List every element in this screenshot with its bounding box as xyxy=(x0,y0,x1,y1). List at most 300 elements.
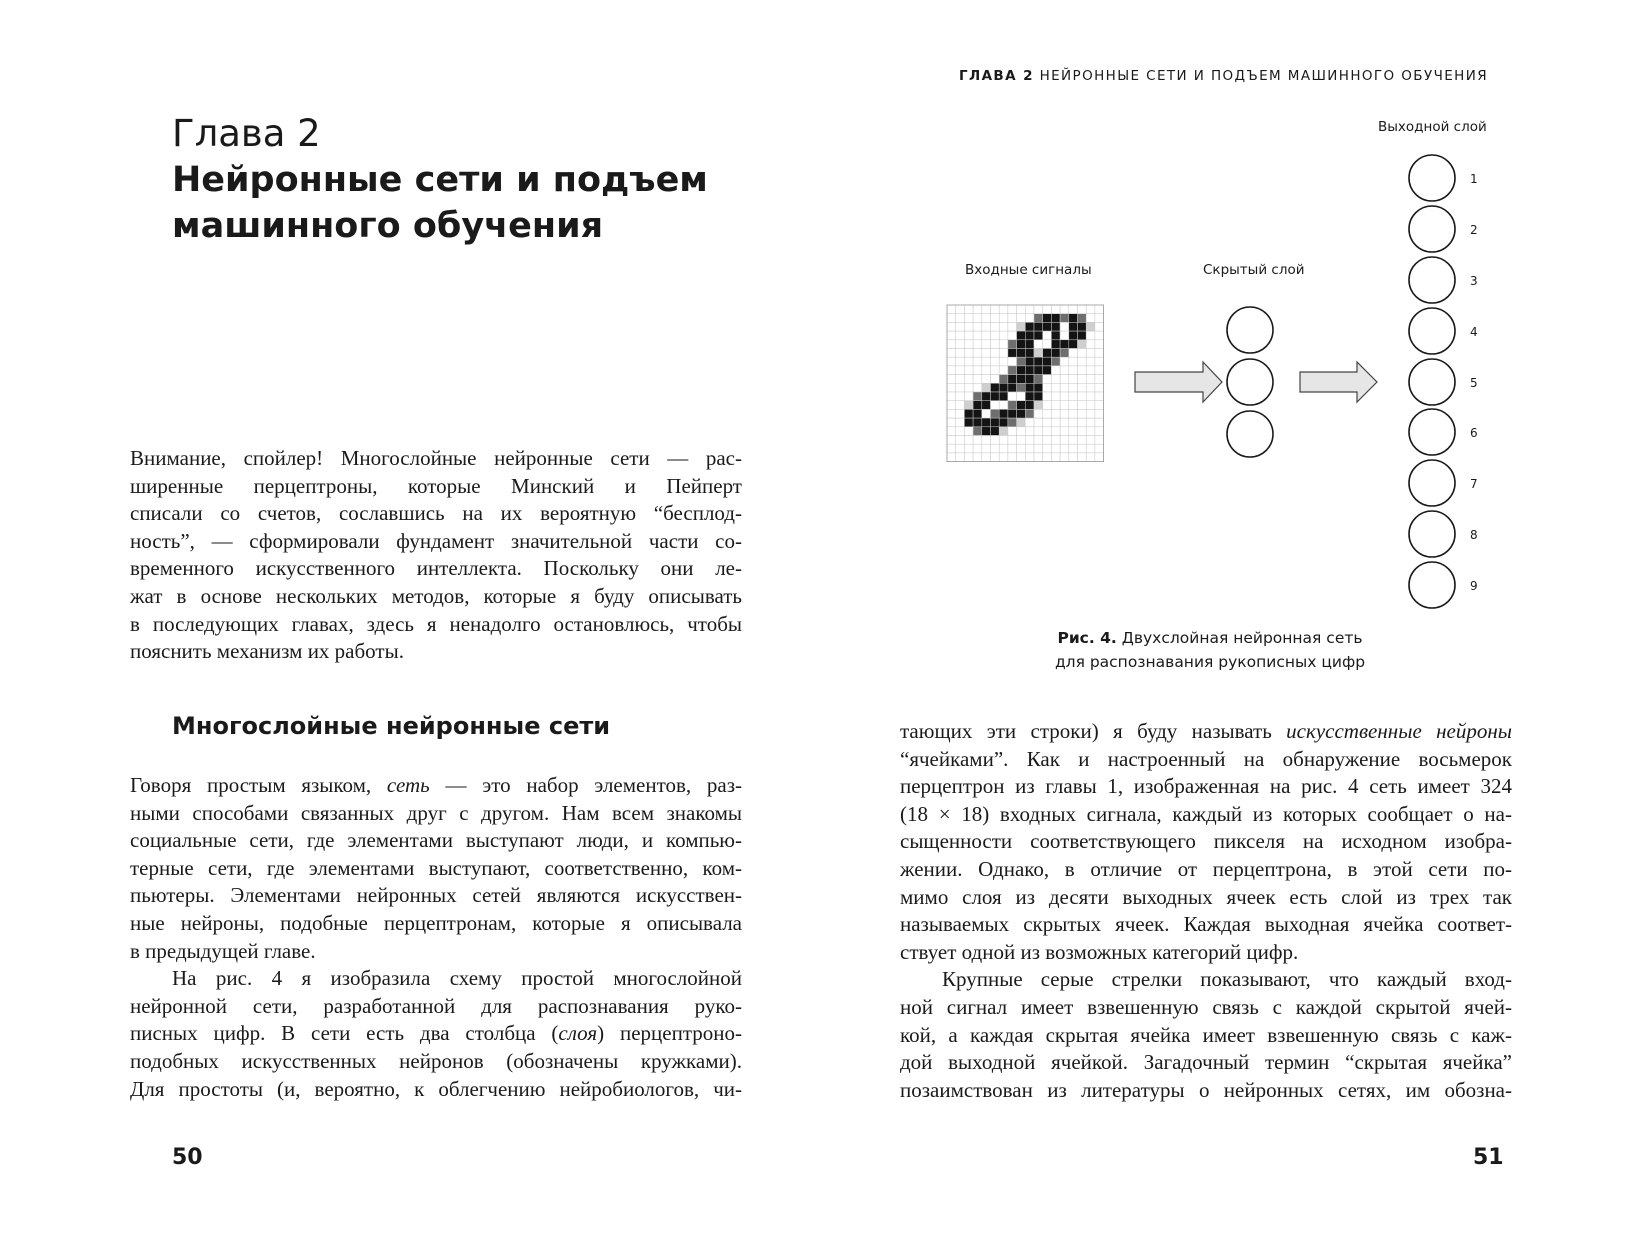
input-pixel xyxy=(947,314,956,323)
input-pixel xyxy=(1051,444,1060,453)
header-title: НЕЙРОННЫЕ СЕТИ И ПОДЪЕМ МАШИННОГО ОБУЧЕНИЯ xyxy=(1039,68,1488,84)
input-pixel xyxy=(1060,375,1069,384)
input-pixel xyxy=(982,401,991,410)
input-pixel xyxy=(1051,349,1060,358)
input-pixel xyxy=(1017,357,1026,366)
input-pixel xyxy=(1078,453,1087,462)
input-pixel xyxy=(1069,453,1078,462)
input-pixel xyxy=(1051,418,1060,427)
input-pixel xyxy=(956,375,965,384)
input-pixel xyxy=(1025,314,1034,323)
input-pixel xyxy=(964,340,973,349)
input-pixel xyxy=(991,436,1000,445)
input-pixel xyxy=(1086,453,1095,462)
input-pixel xyxy=(991,401,1000,410)
input-pixel xyxy=(982,357,991,366)
input-pixel xyxy=(1069,444,1078,453)
text-span: — это набор элементов, раз- xyxy=(429,773,742,797)
input-pixel xyxy=(964,392,973,401)
input-pixel xyxy=(1069,314,1078,323)
input-pixel xyxy=(1025,305,1034,314)
text-span: писных цифр. В сети есть два столбца ( xyxy=(130,1021,559,1046)
text-line: жат в основе нескольких методов, которые я буду описывать xyxy=(130,583,742,608)
output-neuron xyxy=(1409,409,1455,455)
input-pixel xyxy=(1095,418,1104,427)
input-pixel xyxy=(999,383,1008,392)
input-pixel xyxy=(1034,418,1043,427)
input-pixel xyxy=(956,427,965,436)
text-line: терные сети, где элементами выступают, соответственно, ком- xyxy=(130,855,742,880)
input-pixel xyxy=(1051,427,1060,436)
input-pixel xyxy=(1095,305,1104,314)
input-pixel xyxy=(982,418,991,427)
input-pixel xyxy=(999,305,1008,314)
input-pixel xyxy=(1025,331,1034,340)
input-pixel xyxy=(964,349,973,358)
input-pixel xyxy=(1043,392,1052,401)
input-pixel xyxy=(1043,322,1052,331)
input-pixel xyxy=(991,453,1000,462)
input-pixel xyxy=(1095,314,1104,323)
input-pixel xyxy=(973,366,982,375)
input-pixel xyxy=(1034,357,1043,366)
input-pixel xyxy=(1017,314,1026,323)
input-pixel xyxy=(1078,427,1087,436)
input-pixel xyxy=(1008,409,1017,418)
output-number: 1 xyxy=(1470,172,1478,186)
neural-network-diagram xyxy=(940,140,1500,620)
input-pixel xyxy=(999,314,1008,323)
input-pixel xyxy=(999,453,1008,462)
input-pixel xyxy=(973,340,982,349)
input-pixel xyxy=(1086,366,1095,375)
input-pixel xyxy=(1060,444,1069,453)
input-pixel xyxy=(982,349,991,358)
caption-figure-label: Рис. 4. xyxy=(1057,629,1117,647)
output-neuron xyxy=(1409,562,1455,608)
input-pixel xyxy=(1017,349,1026,358)
input-pixel xyxy=(999,427,1008,436)
input-pixel xyxy=(947,322,956,331)
input-pixel xyxy=(964,331,973,340)
input-pixel xyxy=(1060,409,1069,418)
input-pixel xyxy=(1008,453,1017,462)
input-pixel xyxy=(1051,331,1060,340)
input-pixel xyxy=(1078,418,1087,427)
text-line: Внимание, спойлер! Многослойные нейронные сети — рас- xyxy=(130,446,742,470)
text-line: нейронной сети, разработанной для распознавания руко- xyxy=(130,993,742,1018)
input-pixel xyxy=(982,383,991,392)
input-pixel xyxy=(999,357,1008,366)
input-pixel xyxy=(982,340,991,349)
text-line: пьютеры. Элементами нейронных сетей являются искусствен- xyxy=(130,883,742,908)
input-pixel xyxy=(991,340,1000,349)
text-line: перцептрон из главы 1, изображенная на рис. 4 сеть имеет 324 xyxy=(900,774,1512,799)
input-pixel xyxy=(1008,331,1017,340)
input-pixel xyxy=(964,383,973,392)
input-pixel xyxy=(1095,383,1104,392)
input-pixel xyxy=(947,436,956,445)
italic-term: искусственные нейроны xyxy=(1286,719,1512,743)
output-number: 7 xyxy=(1470,477,1478,491)
input-pixel xyxy=(982,305,991,314)
input-pixel xyxy=(1017,383,1026,392)
input-pixel xyxy=(1043,453,1052,462)
input-pixel xyxy=(1034,375,1043,384)
input-pixel xyxy=(947,305,956,314)
input-pixel xyxy=(999,401,1008,410)
input-pixel xyxy=(1095,453,1104,462)
input-pixel xyxy=(1008,357,1017,366)
output-number: 9 xyxy=(1470,579,1478,593)
input-pixel xyxy=(1017,392,1026,401)
input-pixel xyxy=(1034,349,1043,358)
input-pixel xyxy=(1008,427,1017,436)
input-pixel xyxy=(947,427,956,436)
input-pixel xyxy=(1060,418,1069,427)
input-pixel xyxy=(1008,401,1017,410)
text-line: Крупные серые стрелки показывают, что каждый вход- xyxy=(942,967,1512,992)
input-pixel xyxy=(1060,383,1069,392)
output-neuron xyxy=(1409,308,1455,354)
input-pixel xyxy=(973,331,982,340)
italic-term: сеть xyxy=(386,773,430,797)
input-pixel xyxy=(947,340,956,349)
input-pixel xyxy=(1017,340,1026,349)
input-pixel xyxy=(1095,349,1104,358)
input-pixel xyxy=(1069,392,1078,401)
input-pixel xyxy=(991,375,1000,384)
input-pixel xyxy=(1086,418,1095,427)
text-line: кой, а каждая скрытая ячейка имеет взвешенную связь с каж- xyxy=(900,1022,1512,1047)
text-line: мимо слоя из десяти выходных ячеек есть слой из трех так xyxy=(900,884,1512,909)
input-pixel xyxy=(956,401,965,410)
header-chapter-num: ГЛАВА 2 xyxy=(958,68,1034,84)
input-pixel xyxy=(1017,427,1026,436)
output-number: 5 xyxy=(1470,376,1478,390)
input-pixel xyxy=(1043,427,1052,436)
input-pixel xyxy=(982,444,991,453)
input-pixel xyxy=(982,436,991,445)
output-number: 4 xyxy=(1470,325,1478,339)
hidden-neuron xyxy=(1227,411,1273,457)
chapter-title xyxy=(172,157,708,249)
input-pixel xyxy=(1060,340,1069,349)
output-neuron xyxy=(1409,511,1455,557)
input-pixel xyxy=(1069,322,1078,331)
text-line: списали со счетов, сославшись на их вероятную “бесплод- xyxy=(130,501,742,526)
input-pixel xyxy=(1008,418,1017,427)
output-neuron xyxy=(1409,359,1455,405)
input-pixel xyxy=(1078,340,1087,349)
input-pixel xyxy=(1008,340,1017,349)
input-pixel xyxy=(1017,409,1026,418)
input-pixel xyxy=(1086,314,1095,323)
input-pixel xyxy=(991,383,1000,392)
hidden-neuron xyxy=(1227,359,1273,405)
input-pixel xyxy=(956,418,965,427)
input-pixel xyxy=(956,340,965,349)
input-pixel xyxy=(1078,314,1087,323)
input-pixel xyxy=(1008,314,1017,323)
input-pixel xyxy=(1034,305,1043,314)
input-pixel xyxy=(1034,340,1043,349)
input-pixel xyxy=(1086,349,1095,358)
text-line: социальные сети, где элементами выступают люди, и компью- xyxy=(130,828,742,853)
input-pixel xyxy=(1034,444,1043,453)
input-pixel xyxy=(1086,305,1095,314)
input-pixel xyxy=(982,453,991,462)
input-pixel xyxy=(1086,322,1095,331)
input-pixel xyxy=(1043,418,1052,427)
input-pixel xyxy=(1043,444,1052,453)
input-pixel xyxy=(991,392,1000,401)
text-line xyxy=(130,1020,742,1048)
input-pixel xyxy=(1034,436,1043,445)
input-pixel xyxy=(999,418,1008,427)
input-pixel xyxy=(1043,314,1052,323)
input-pixel xyxy=(1051,401,1060,410)
input-pixel xyxy=(956,366,965,375)
input-pixel xyxy=(1008,392,1017,401)
input-pixel xyxy=(1060,305,1069,314)
input-pixel xyxy=(1017,366,1026,375)
input-pixel xyxy=(973,305,982,314)
input-pixel xyxy=(1060,401,1069,410)
right-body-text xyxy=(900,718,1512,1104)
caption-text: Двухслойная нейронная сеть xyxy=(1116,629,1363,647)
input-pixel xyxy=(1043,436,1052,445)
caption-line-1 xyxy=(1000,626,1420,650)
input-pixel xyxy=(1025,427,1034,436)
input-pixel xyxy=(1008,383,1017,392)
input-pixel xyxy=(1025,401,1034,410)
input-pixel xyxy=(1078,366,1087,375)
input-pixel xyxy=(1069,418,1078,427)
input-pixel xyxy=(1078,322,1087,331)
input-pixel xyxy=(964,409,973,418)
input-pixel xyxy=(973,392,982,401)
text-line: ные нейроны, подобные перцептронам, которые я описывала xyxy=(130,910,742,935)
input-pixel xyxy=(1051,314,1060,323)
input-pixel xyxy=(1017,375,1026,384)
output-number: 3 xyxy=(1470,274,1478,288)
output-neuron xyxy=(1409,460,1455,506)
input-pixel xyxy=(947,349,956,358)
input-pixel xyxy=(1086,340,1095,349)
input-pixel xyxy=(956,436,965,445)
input-pixel xyxy=(991,357,1000,366)
hidden-layer-label: Скрытый слой xyxy=(1203,262,1305,278)
input-pixel xyxy=(982,331,991,340)
input-pixel xyxy=(1086,427,1095,436)
input-pixel xyxy=(1095,366,1104,375)
input-pixel xyxy=(1060,357,1069,366)
input-pixel xyxy=(1060,322,1069,331)
input-pixel xyxy=(999,444,1008,453)
input-pixel xyxy=(1095,409,1104,418)
text-line: ными способами связанных друг с другом. Нам всем знакомы xyxy=(130,800,742,825)
input-pixel xyxy=(991,322,1000,331)
hidden-to-output-arrow xyxy=(1300,362,1377,402)
input-pixel xyxy=(947,331,956,340)
input-pixel xyxy=(1034,322,1043,331)
input-pixel xyxy=(1017,453,1026,462)
text-line: сыщенности соответствующего пикселя на исходном изобра- xyxy=(900,829,1512,854)
input-pixel xyxy=(964,453,973,462)
input-pixel xyxy=(1095,357,1104,366)
input-pixel xyxy=(999,322,1008,331)
input-pixel xyxy=(991,305,1000,314)
input-pixel xyxy=(964,375,973,384)
input-pixel xyxy=(1078,331,1087,340)
input-pixel xyxy=(1069,427,1078,436)
input-pixel xyxy=(1086,436,1095,445)
output-number: 2 xyxy=(1470,223,1478,237)
input-pixel xyxy=(1025,366,1034,375)
input-pixel xyxy=(956,331,965,340)
input-pixel xyxy=(1008,349,1017,358)
input-pixel xyxy=(947,453,956,462)
input-pixel xyxy=(973,322,982,331)
page-number-left: 50 xyxy=(172,1145,203,1170)
input-pixel xyxy=(982,322,991,331)
input-pixel xyxy=(1034,453,1043,462)
input-pixel xyxy=(956,409,965,418)
input-pixel xyxy=(956,453,965,462)
input-pixel xyxy=(1086,357,1095,366)
input-pixel xyxy=(1060,392,1069,401)
input-pixel xyxy=(947,409,956,418)
input-pixel xyxy=(1034,427,1043,436)
input-pixel xyxy=(991,314,1000,323)
input-pixel xyxy=(1043,331,1052,340)
input-pixel xyxy=(1095,401,1104,410)
input-pixel xyxy=(999,436,1008,445)
page-number-right: 51 xyxy=(1473,1145,1504,1170)
input-pixel xyxy=(964,305,973,314)
input-pixel xyxy=(991,427,1000,436)
input-pixel xyxy=(1051,436,1060,445)
input-pixel xyxy=(1017,322,1026,331)
input-pixel xyxy=(1017,418,1026,427)
input-pixel xyxy=(1051,453,1060,462)
input-pixel xyxy=(1069,331,1078,340)
input-pixel xyxy=(991,349,1000,358)
input-pixel xyxy=(1060,453,1069,462)
input-pixel xyxy=(1078,444,1087,453)
output-number: 8 xyxy=(1470,528,1478,542)
input-pixel xyxy=(1078,392,1087,401)
input-pixel xyxy=(1086,444,1095,453)
input-pixel xyxy=(999,375,1008,384)
input-pixel xyxy=(973,314,982,323)
input-pixel xyxy=(1025,357,1034,366)
input-pixel xyxy=(1034,366,1043,375)
input-pixel xyxy=(1069,349,1078,358)
input-pixel xyxy=(1078,383,1087,392)
input-pixel xyxy=(1017,444,1026,453)
input-pixel xyxy=(947,401,956,410)
input-pixel xyxy=(1043,401,1052,410)
input-pixel xyxy=(1051,305,1060,314)
input-pixel xyxy=(973,401,982,410)
input-pixel xyxy=(973,418,982,427)
input-pixel xyxy=(964,314,973,323)
input-pixel xyxy=(964,401,973,410)
input-pixel xyxy=(982,392,991,401)
input-pixel xyxy=(1095,322,1104,331)
input-pixel xyxy=(964,436,973,445)
input-pixel xyxy=(999,331,1008,340)
input-pixel xyxy=(1034,331,1043,340)
input-pixel xyxy=(1051,357,1060,366)
input-pixel xyxy=(1086,383,1095,392)
input-pixel xyxy=(1051,366,1060,375)
input-pixel xyxy=(1078,409,1087,418)
input-pixel xyxy=(1008,444,1017,453)
output-neuron xyxy=(1409,155,1455,201)
input-pixel xyxy=(1078,305,1087,314)
input-pixel xyxy=(1078,375,1087,384)
input-pixel xyxy=(999,392,1008,401)
input-pixel xyxy=(1025,349,1034,358)
input-pixel xyxy=(1043,349,1052,358)
input-pixel xyxy=(1008,366,1017,375)
input-pixel xyxy=(1060,366,1069,375)
input-pixel xyxy=(973,383,982,392)
input-pixel xyxy=(1069,436,1078,445)
input-pixel xyxy=(999,349,1008,358)
input-pixel xyxy=(982,427,991,436)
input-pixel xyxy=(947,418,956,427)
chapter-title-line-1: Нейронные сети и подъем xyxy=(172,160,708,200)
input-pixel xyxy=(956,322,965,331)
input-pixel xyxy=(973,436,982,445)
input-pixel xyxy=(982,366,991,375)
input-pixel xyxy=(1086,331,1095,340)
input-pixel xyxy=(1069,375,1078,384)
input-pixel xyxy=(1025,453,1034,462)
input-pixel xyxy=(973,357,982,366)
input-pixel xyxy=(1034,409,1043,418)
output-neuron xyxy=(1409,257,1455,303)
text-line: в последующих главах, здесь я ненадолго остановлюсь, чтобы xyxy=(130,611,742,636)
input-pixel xyxy=(1025,444,1034,453)
input-pixel xyxy=(1043,366,1052,375)
input-pixel xyxy=(973,349,982,358)
input-pixel xyxy=(1078,436,1087,445)
input-pixel xyxy=(1051,375,1060,384)
input-pixel xyxy=(1025,383,1034,392)
running-header xyxy=(959,68,1488,84)
text-line xyxy=(130,772,742,800)
chapter-label: Глава 2 xyxy=(172,112,321,155)
input-pixel xyxy=(1008,305,1017,314)
input-pixel xyxy=(947,375,956,384)
input-pixel xyxy=(1095,331,1104,340)
input-pixel xyxy=(999,409,1008,418)
input-pixel xyxy=(956,314,965,323)
input-pixel xyxy=(964,322,973,331)
input-pixel xyxy=(1060,349,1069,358)
input-pixel-grid xyxy=(947,305,1104,462)
input-pixel xyxy=(1086,392,1095,401)
input-pixel xyxy=(991,418,1000,427)
figure-caption xyxy=(1000,626,1420,674)
input-pixel xyxy=(1025,392,1034,401)
input-pixel xyxy=(1025,322,1034,331)
